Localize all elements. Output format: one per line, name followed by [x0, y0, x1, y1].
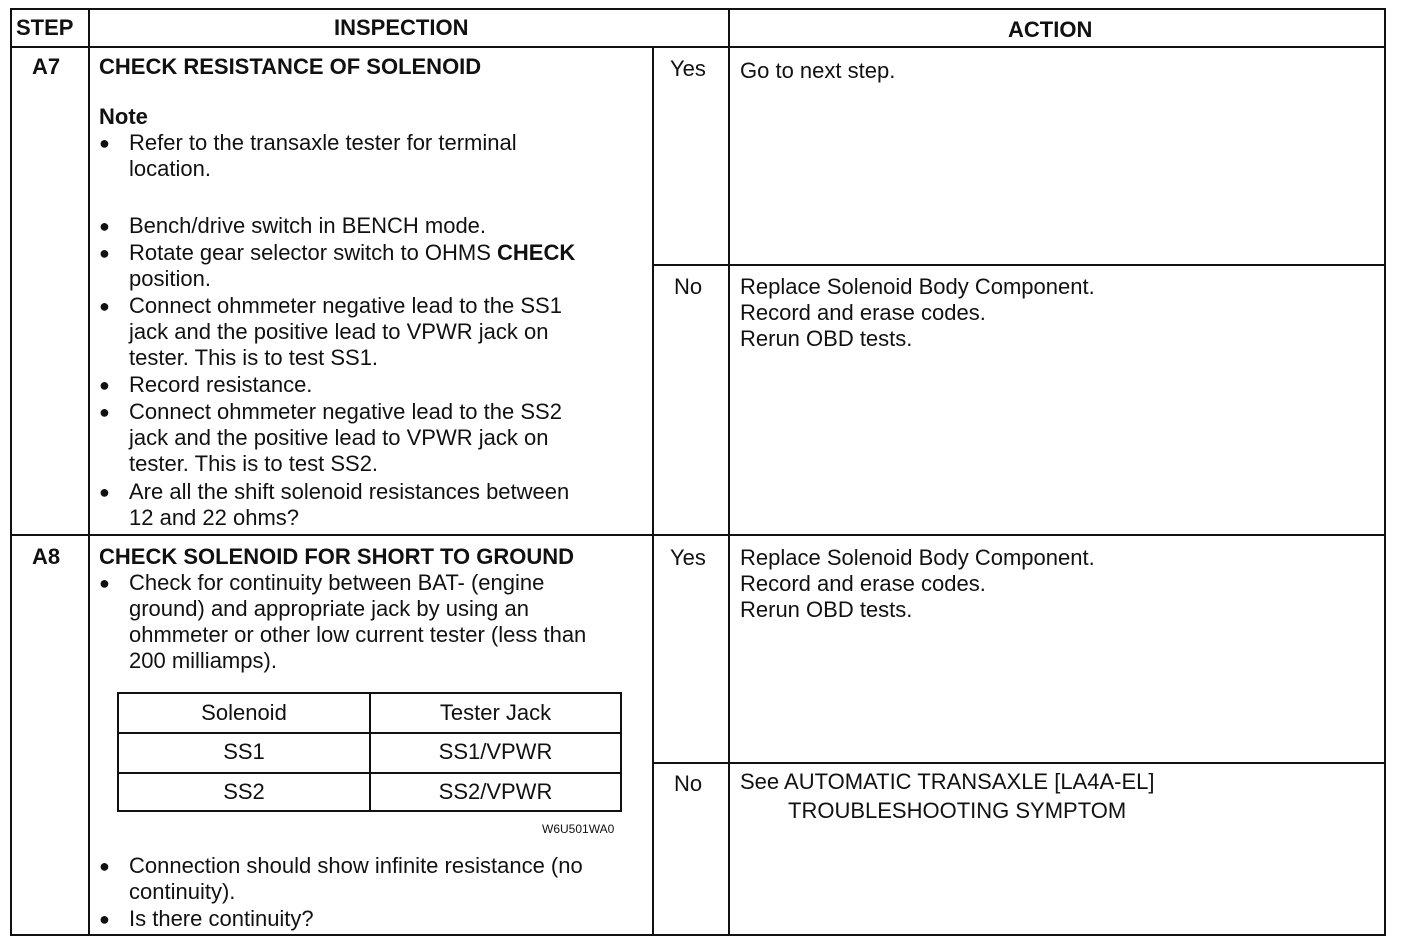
a8-bullet-1-line: 200 milliamps).	[129, 648, 277, 673]
a7-no-action-line: Rerun OBD tests.	[740, 326, 913, 351]
subtable-row-divider	[119, 772, 620, 774]
a7-bullet-3-line: jack and the positive lead to VPWR jack on	[129, 319, 549, 344]
a8-title: CHECK SOLENOID FOR SHORT TO GROUND	[99, 544, 575, 569]
a7-bullet-1: Bench/drive switch in BENCH mode.	[129, 213, 487, 238]
a7-bullet-6-line: Are all the shift solenoid resistances between	[129, 479, 570, 504]
a8-bullet-1-line: ground) and appropriate jack by using an	[129, 596, 529, 621]
bullet-icon: ●	[99, 216, 110, 236]
subtable-header-solenoid: Solenoid	[201, 700, 287, 725]
figure-code: W6U501WA0	[542, 822, 615, 836]
bullet-icon: ●	[99, 375, 110, 395]
col-divider-action	[728, 10, 730, 934]
subtable-cell: SS1/VPWR	[438, 739, 553, 764]
a8-yes-action-line: Rerun OBD tests.	[740, 597, 913, 622]
bullet-icon: ●	[99, 856, 110, 876]
header-divider	[12, 46, 1384, 48]
col-divider-step	[88, 10, 90, 934]
a8-no-label: No	[674, 771, 703, 796]
subtable-header-tester-jack: Tester Jack	[439, 700, 552, 725]
a7-bullet-2-line2: position.	[129, 266, 211, 291]
bullet-icon: ●	[99, 133, 110, 153]
a7-note-label: Note	[99, 104, 148, 129]
a7-bullet-5-line: tester. This is to test SS2.	[129, 451, 379, 476]
step-divider	[12, 534, 1384, 536]
subtable-row-divider	[119, 732, 620, 734]
a8-bullet-1-line: Check for continuity between BAT- (engine	[129, 570, 545, 595]
a7-bullet-6-line: 12 and 22 ohms?	[129, 505, 300, 530]
a7-bullet-2-text: Rotate gear selector switch to OHMS	[129, 240, 498, 265]
subtable-cell: SS2/VPWR	[438, 779, 553, 804]
a7-title: CHECK RESISTANCE OF SOLENOID	[99, 54, 482, 79]
a7-bullet-5-line: jack and the positive lead to VPWR jack on	[129, 425, 549, 450]
a8-bullet-3: Is there continuity?	[129, 906, 314, 931]
bullet-icon: ●	[99, 243, 110, 263]
a7-note-line: location.	[129, 156, 211, 181]
a7-note-line: Refer to the transaxle tester for terminal	[129, 130, 517, 155]
a7-bullet-4: Record resistance.	[129, 372, 313, 397]
subtable-cell: SS1	[223, 739, 265, 764]
a7-yes-no-divider	[652, 264, 1384, 266]
solenoid-jack-table	[117, 692, 622, 812]
bullet-icon: ●	[99, 573, 110, 593]
bullet-icon: ●	[99, 402, 110, 422]
a7-yes-label: Yes	[670, 56, 706, 81]
a7-bullet-3-line: Connect ohmmeter negative lead to the SS1	[129, 293, 562, 318]
a8-bullet-2-line: Connection should show infinite resistance (no	[129, 853, 583, 878]
step-id-a7: A7	[32, 54, 61, 79]
a8-yes-action-line: Replace Solenoid Body Component.	[740, 545, 1095, 570]
a8-bullet-1-line: ohmmeter or other low current tester (less than	[129, 622, 587, 647]
step-id-a8: A8	[32, 544, 61, 569]
a8-no-action-line: TROUBLESHOOTING SYMPTOM	[788, 798, 1127, 823]
a8-yes-action-line: Record and erase codes.	[740, 571, 986, 596]
a7-bullet-2	[129, 240, 575, 266]
a8-no-action-line: See AUTOMATIC TRANSAXLE [LA4A-EL]	[740, 769, 1155, 794]
a7-bullet-3-line: tester. This is to test SS1.	[129, 345, 379, 370]
header-inspection: INSPECTION	[334, 15, 469, 40]
a7-no-label: No	[674, 274, 703, 299]
a7-bullet-5-line: Connect ohmmeter negative lead to the SS2	[129, 399, 562, 424]
bullet-icon: ●	[99, 909, 110, 929]
bullet-icon: ●	[99, 296, 110, 316]
a8-yes-no-divider	[652, 762, 1384, 764]
troubleshooting-table	[10, 8, 1386, 936]
a7-no-action-line: Record and erase codes.	[740, 300, 986, 325]
a7-no-action-line: Replace Solenoid Body Component.	[740, 274, 1095, 299]
a7-bullet-2-bold: CHECK	[497, 240, 576, 265]
bullet-icon: ●	[99, 482, 110, 502]
header-step: STEP	[16, 15, 74, 40]
a7-yes-action: Go to next step.	[740, 58, 896, 83]
header-action: ACTION	[1008, 17, 1093, 42]
a8-bullet-2-line: continuity).	[129, 879, 236, 904]
col-divider-yesno	[652, 46, 654, 934]
subtable-cell: SS2	[223, 779, 265, 804]
a8-yes-label: Yes	[670, 545, 706, 570]
